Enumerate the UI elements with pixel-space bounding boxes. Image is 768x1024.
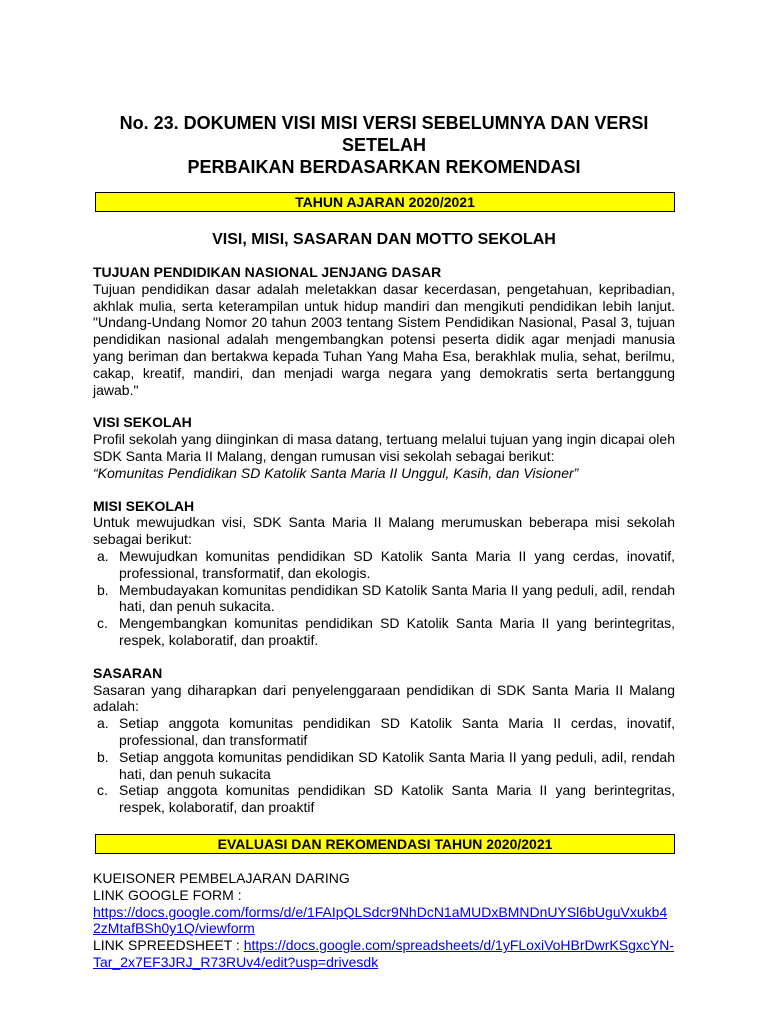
misi-heading: MISI SEKOLAH	[93, 497, 195, 514]
sasaran-list	[93, 715, 675, 816]
list-marker: c.	[97, 615, 108, 632]
google-form-link[interactable]: https://docs.google.com/forms/d/e/1FAIpQLSdcr9NhDcN1aMUDxBMNDnUYSl6bUguVxukb42zMtafBSh0y1Q/viewform	[93, 903, 668, 937]
list-marker: b.	[97, 748, 109, 765]
spreadsheet-link[interactable]: https://docs.google.com/spreadsheets/d/1yFLoxiVoHBrDwrKSgxcYN-Tar_2x7EF3JRJ_R73RUv4/edit?usp=drivesdk	[93, 937, 674, 970]
list-text: Mengembangkan komunitas pendidikan SD Katolik Santa Maria II yang berintegritas, respek, kolaboratif, dan proaktif.	[119, 615, 675, 648]
list-item	[93, 582, 675, 616]
misi-section	[93, 498, 675, 649]
list-marker: c.	[97, 782, 108, 799]
spreadsheet-label: LINK SPREEDSHEET :	[93, 937, 244, 954]
list-item	[93, 715, 675, 749]
evaluation-banner: EVALUASI DAN REKOMENDASI TAHUN 2020/2021	[95, 834, 675, 854]
kuesioner-label: KUEISONER PEMBELAJARAN DARING	[93, 869, 350, 886]
tujuan-heading: TUJUAN PENDIDIKAN NASIONAL JENJANG DASAR	[93, 264, 442, 280]
visi-quote: “Komunitas Pendidikan SD Katolik Santa Maria II Unggul, Kasih, dan Visioner”	[93, 464, 579, 481]
document-page	[93, 112, 675, 971]
google-form-label: LINK GOOGLE FORM :	[93, 886, 242, 903]
list-item	[93, 749, 675, 783]
list-item	[93, 548, 675, 582]
list-text: Mewujudkan komunitas pendidikan SD Katolik Santa Maria II yang cerdas, inovatif, professional, transformatif, dan ekologis.	[119, 547, 675, 581]
document-title	[93, 112, 675, 178]
sasaran-intro: Sasaran yang diharapkan dari penyelenggaraan pendidikan di SDK Santa Maria II Malang adalah:	[93, 681, 675, 715]
list-item	[93, 615, 675, 649]
visi-body: Profil sekolah yang diinginkan di masa datang, tertuang melalui tujuan yang ingin dicapai oleh SDK Santa Maria II Malang, dengan rumusan visi sekolah sebagai berikut:	[93, 431, 675, 464]
list-marker: b.	[97, 581, 109, 598]
sasaran-heading: SASARAN	[93, 664, 163, 681]
misi-list	[93, 548, 675, 649]
sasaran-section	[93, 665, 675, 816]
visi-heading: VISI SEKOLAH	[93, 414, 192, 431]
list-marker: a.	[97, 715, 109, 732]
list-text: Setiap anggota komunitas pendidikan SD Katolik Santa Maria II yang berintegritas, respek, kolaboratif, dan proaktif	[119, 782, 675, 816]
list-text: Setiap anggota komunitas pendidikan SD Katolik Santa Maria II yang peduli, adil, rendah hati, dan penuh sukacita	[119, 748, 675, 782]
year-banner: TAHUN AJARAN 2020/2021	[95, 192, 675, 212]
title-line-1: No. 23. DOKUMEN VISI MISI VERSI SEBELUMNYA DAN VERSI SETELAH	[119, 113, 649, 155]
tujuan-body: Tujuan pendidikan dasar adalah meletakkan dasar kecerdasan, pengetahuan, kepribadian, akhlak mulia, serta keterampilan untuk hidup mandiri dan mengikuti pendidikan lebih lanjut. "Undang-Undang Nomor 20 tahun 2003 tentang Sistem Pendidikan Nasional, Pasal 3, tujuan pendidikan nasional adalah mengembangkan potensi peserta didik agar menjadi manusia yang beriman dan bertakwa kepada Tuhan Yang Maha Esa, berakhlak mulia, sehat, berilmu, cakap, kreatif, mandiri, dan menjadi warga negara yang demokratis serta bertanggung jawab."	[93, 280, 675, 398]
visi-section	[93, 414, 675, 481]
list-text: Membudayakan komunitas pendidikan SD Katolik Santa Maria II yang peduli, adil, rendah hati, dan penuh sukacita.	[119, 581, 675, 615]
tujuan-section	[93, 264, 675, 398]
section-subtitle: VISI, MISI, SASARAN DAN MOTTO SEKOLAH	[212, 231, 556, 248]
list-text: Setiap anggota komunitas pendidikan SD Katolik Santa Maria II cerdas, inovatif, professional, dan transformatif	[119, 715, 675, 748]
misi-intro: Untuk mewujudkan visi, SDK Santa Maria II Malang merumuskan beberapa misi sekolah sebagai berikut:	[93, 514, 675, 548]
list-item	[93, 782, 675, 816]
title-line-2: PERBAIKAN BERDASARKAN REKOMENDASI	[187, 157, 581, 177]
kuesioner-section	[93, 870, 675, 971]
list-marker: a.	[97, 547, 109, 564]
